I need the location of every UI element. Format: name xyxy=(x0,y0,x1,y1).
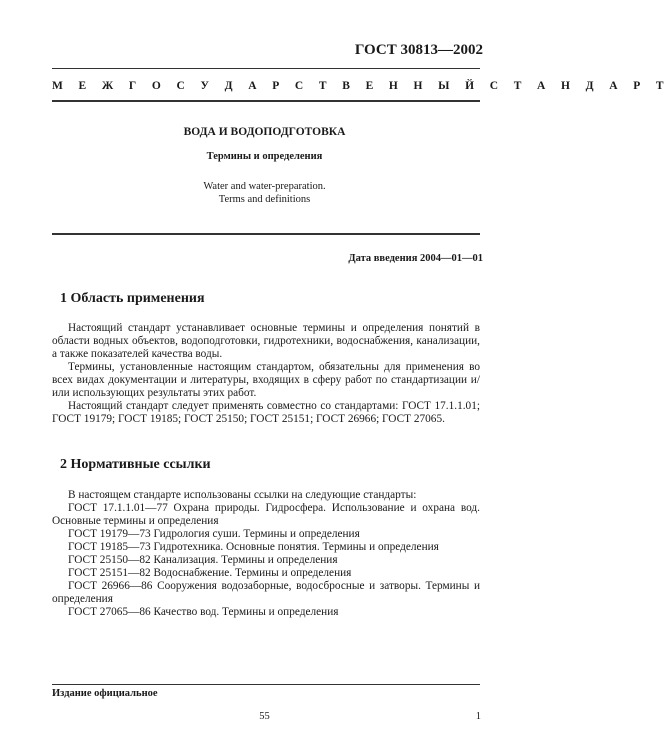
reference-item: ГОСТ 17.1.1.01—77 Охрана природы. Гидросфера. Использование и охрана вод. Основные термины и определения xyxy=(52,502,480,527)
section1-paragraph: Настоящий стандарт устанавливает основные термины и определения понятий в области водных объектов, водоподготовки, гидротехники, водоснабжения, канализации, а также показателей качества воды. xyxy=(52,322,480,360)
section1-heading: 1 Область применения xyxy=(60,291,205,306)
english-title-line2: Terms and definitions xyxy=(218,194,311,205)
document-code: ГОСТ 30813—2002 xyxy=(354,42,483,58)
english-title-line1: Water and water-preparation. xyxy=(203,181,326,192)
header-rule xyxy=(52,100,480,102)
official-edition-label: Издание официальное xyxy=(52,688,158,699)
section2-intro: В настоящем стандарте использованы ссылки на следующие стандарты: xyxy=(68,489,417,501)
reference-item: ГОСТ 26966—86 Сооружения водозаборные, водосбросные и затворы. Термины и определения xyxy=(52,580,480,605)
document-subtitle: Термины и определения xyxy=(206,151,323,162)
top-rule xyxy=(52,68,480,69)
title-rule xyxy=(52,233,480,235)
section1-paragraph: Термины, установленные настоящим стандартом, обязательны для применения во всех видах документации и литературы, входящих в сферу работ по стандартизации и/или использующих результаты этих работ. xyxy=(52,361,480,399)
section1-body xyxy=(52,322,480,426)
reference-item: ГОСТ 19179—73 Гидрология суши. Термины и определения xyxy=(68,528,360,540)
footer-rule xyxy=(52,684,480,685)
section2-body xyxy=(52,489,480,619)
reference-item: ГОСТ 27065—86 Качество вод. Термины и определения xyxy=(68,606,339,618)
section1-paragraph: Настоящий стандарт следует применять совместно со стандартами: ГОСТ 17.1.1.01; ГОСТ 19179; ГОСТ 19185; ГОСТ 25150; ГОСТ 25151; ГОСТ 26966; ГОСТ 27065. xyxy=(52,400,480,425)
interstate-standard-label: М Е Ж Г О С У Д А Р С Т В Е Н Н Ы Й С Т А Н Д А Р Т xyxy=(52,80,670,92)
reference-item: ГОСТ 25150—82 Канализация. Термины и определения xyxy=(68,554,338,566)
page-number: 55 xyxy=(259,711,270,722)
introduction-date: Дата введения 2004—01—01 xyxy=(348,253,483,264)
english-title xyxy=(0,180,529,206)
reference-item: ГОСТ 19185—73 Гидротехника. Основные понятия. Термины и определения xyxy=(68,541,439,553)
section2-heading: 2 Нормативные ссылки xyxy=(60,457,211,472)
sheet-number: 1 xyxy=(475,711,481,722)
reference-item: ГОСТ 25151—82 Водоснабжение. Термины и определения xyxy=(68,567,352,579)
document-title: ВОДА И ВОДОПОДГОТОВКА xyxy=(183,126,346,138)
